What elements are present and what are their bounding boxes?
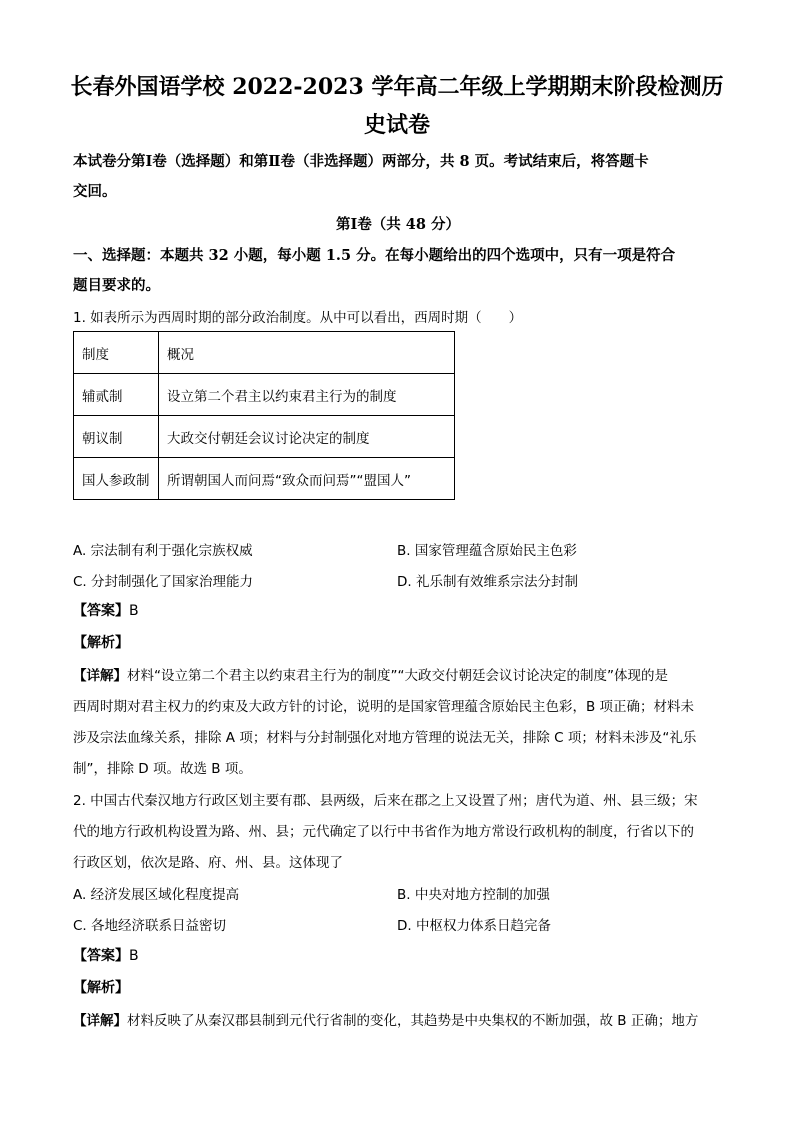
table-cell: 朝议制: [74, 416, 159, 458]
q1-option-c: C. 分封制强化了国家治理能力: [73, 574, 254, 590]
table-row: [74, 416, 455, 458]
table-row: [74, 458, 455, 500]
table-header-row: [74, 332, 455, 374]
analysis-label: 【解析】: [73, 635, 129, 651]
table-cell: 设立第二个君主以约束君主行为的制度: [159, 374, 455, 416]
q2-answer: [73, 945, 139, 965]
detail-label: 【详解】: [73, 668, 127, 684]
section1-line-2: 题目要求的。: [73, 277, 160, 294]
section1-line-1: 一、选择题：本题共 32 小题，每小题 1.5 分。在每小题给出的四个选项中，只有一项是符合: [73, 247, 676, 264]
q1-analysis-label: [73, 632, 129, 652]
table-cell: 大政交付朝廷会议讨论决定的制度: [159, 416, 455, 458]
q1-answer: [73, 600, 139, 620]
q1-stem: 1. 如表所示为西周时期的部分政治制度。从中可以看出，西周时期（ ）: [73, 310, 523, 326]
part1-title: 第Ⅰ卷（共 48 分）: [335, 216, 461, 233]
q2-option-b: B. 中央对地方控制的加强: [397, 887, 550, 903]
q2-stem-line-2: 代的地方行政机构设置为路、州、县；元代确定了以行中书省作为地方常设行政机构的制度，行省以下的: [73, 824, 694, 840]
answer-value: B: [129, 603, 139, 619]
q2-analysis-label: [73, 977, 129, 997]
table-cell: 国人参政制: [74, 458, 159, 500]
q1-table: [73, 331, 455, 500]
q2-option-a: A. 经济发展区域化程度提高: [73, 887, 240, 903]
q2-stem-line-1: 2. 中国古代秦汉地方行政区划主要有郡、县两级，后来在郡之上又设置了州；唐代为道、州、县三级；宋: [73, 793, 698, 809]
q1-option-a: A. 宗法制有利于强化宗族权威: [73, 543, 253, 559]
detail-text: 材料反映了从秦汉郡县制到元代行省制的变化，其趋势是中央集权的不断加强，故 B 正确；地方: [127, 1013, 699, 1029]
answer-label: 【答案】: [73, 603, 129, 619]
q2-option-c: C. 各地经济联系日益密切: [73, 918, 227, 934]
q2-stem-line-3: 行政区划，依次是路、府、州、县。这体现了: [73, 855, 343, 871]
table-cell: 所谓朝国人而问焉“致众而问焉”“盟国人”: [159, 458, 455, 500]
answer-label: 【答案】: [73, 948, 129, 964]
q1-option-b: B. 国家管理蕴含原始民主色彩: [397, 543, 577, 559]
table-header: 概况: [159, 332, 455, 374]
q1-detail-line-2: 西周时期对君主权力的约束及大政方针的讨论，说明的是国家管理蕴含原始民主色彩，B 项正确；材料未: [73, 699, 695, 715]
q1-detail-line-4: 制”，排除 D 项。故选 B 项。: [73, 761, 252, 777]
q2-detail-line-1: [73, 1009, 723, 1029]
exam-title: 长春外国语学校 2022-2023 学年高二年级上学期期末阶段检测历史试卷: [70, 74, 724, 138]
table-row: [74, 374, 455, 416]
q1-detail-line-3: 涉及宗法血缘关系，排除 A 项；材料与分封制强化对地方管理的说法无关，排除 C 项；材料未涉及“礼乐: [73, 730, 697, 746]
analysis-label: 【解析】: [73, 980, 129, 996]
answer-value: B: [129, 948, 139, 964]
q1-detail-line-1: [73, 664, 723, 684]
intro-line-2: 交回。: [73, 183, 117, 200]
table-cell: 辅贰制: [74, 374, 159, 416]
q2-option-d: D. 中枢权力体系日趋完备: [397, 918, 551, 934]
table-header: 制度: [74, 332, 159, 374]
intro-line-1: 本试卷分第Ⅰ卷（选择题）和第Ⅱ卷（非选择题）两部分，共 8 页。考试结束后，将答题卡: [73, 153, 649, 170]
detail-label: 【详解】: [73, 1013, 127, 1029]
detail-text: 材料“设立第二个君主以约束君主行为的制度”“大政交付朝廷会议讨论决定的制度”体现的是: [127, 668, 668, 684]
q1-option-d: D. 礼乐制有效维系宗法分封制: [397, 574, 578, 590]
